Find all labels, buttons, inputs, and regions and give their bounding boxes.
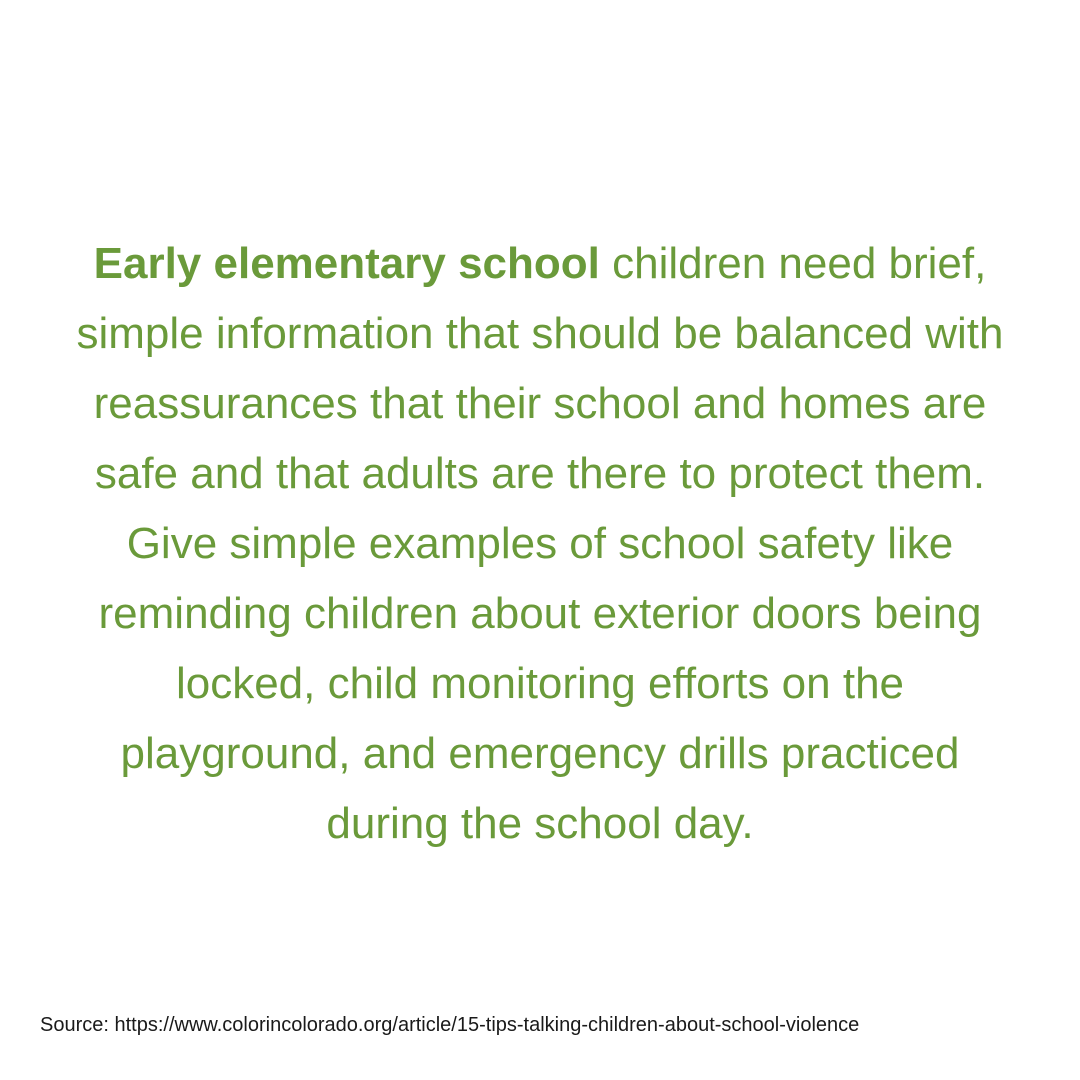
quote-text — [60, 229, 1020, 859]
source-citation: Source: https://www.colorincolorado.org/article/15-tips-talking-children-about-school-violence — [40, 1014, 860, 1036]
quote-bold-lead: Early elementary school — [93, 239, 600, 288]
quote-body: children need brief, simple information that should be balanced with reassurances that their school and homes are safe and that adults are there to protect them. Give simple examples of school safety like reminding children about exterior doors being locked, child monitoring efforts on the playground, and emergency drills practiced during the school day. — [76, 239, 1004, 848]
